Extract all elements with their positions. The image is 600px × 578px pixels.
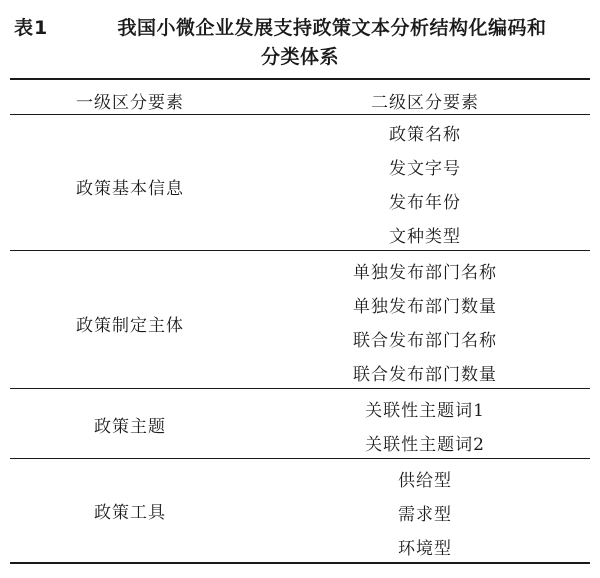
- coding-table: [0, 78, 600, 578]
- header-level1: 一级区分要素: [76, 93, 184, 113]
- item-joint-dept-count: 联合发布部门数量: [353, 365, 497, 385]
- category-policy-topic: 政策主题: [94, 417, 166, 437]
- group-rule-1: [10, 250, 590, 251]
- table-caption: [0, 0, 600, 78]
- table-title-line1: 我国小微企业发展支持政策文本分析结构化编码和: [117, 17, 547, 39]
- category-policy-maker: 政策制定主体: [76, 316, 184, 336]
- item-single-dept-name: 单独发布部门名称: [353, 263, 497, 283]
- item-topic-word-2: 关联性主题词2: [365, 435, 485, 455]
- category-policy-tool: 政策工具: [94, 503, 166, 523]
- item-policy-name: 政策名称: [389, 125, 461, 145]
- item-doc-number: 发文字号: [389, 159, 461, 179]
- item-single-dept-count: 单独发布部门数量: [353, 297, 497, 317]
- table-number: 表1: [14, 17, 49, 39]
- category-basic-info: 政策基本信息: [76, 179, 184, 199]
- item-doc-type: 文种类型: [389, 227, 461, 247]
- group-rule-2: [10, 388, 590, 389]
- item-joint-dept-name: 联合发布部门名称: [353, 331, 497, 351]
- header-rule: [10, 114, 590, 115]
- bottom-rule: [10, 562, 590, 564]
- header-level2: 二级区分要素: [371, 93, 479, 113]
- table-title-line2: 分类体系: [260, 46, 339, 68]
- item-supply-type: 供给型: [398, 471, 452, 491]
- top-rule: [10, 78, 590, 80]
- item-demand-type: 需求型: [398, 505, 452, 525]
- group-rule-3: [10, 458, 590, 459]
- item-topic-word-1: 关联性主题词1: [365, 401, 485, 421]
- item-environment-type: 环境型: [398, 539, 452, 559]
- item-publish-year: 发布年份: [389, 193, 461, 213]
